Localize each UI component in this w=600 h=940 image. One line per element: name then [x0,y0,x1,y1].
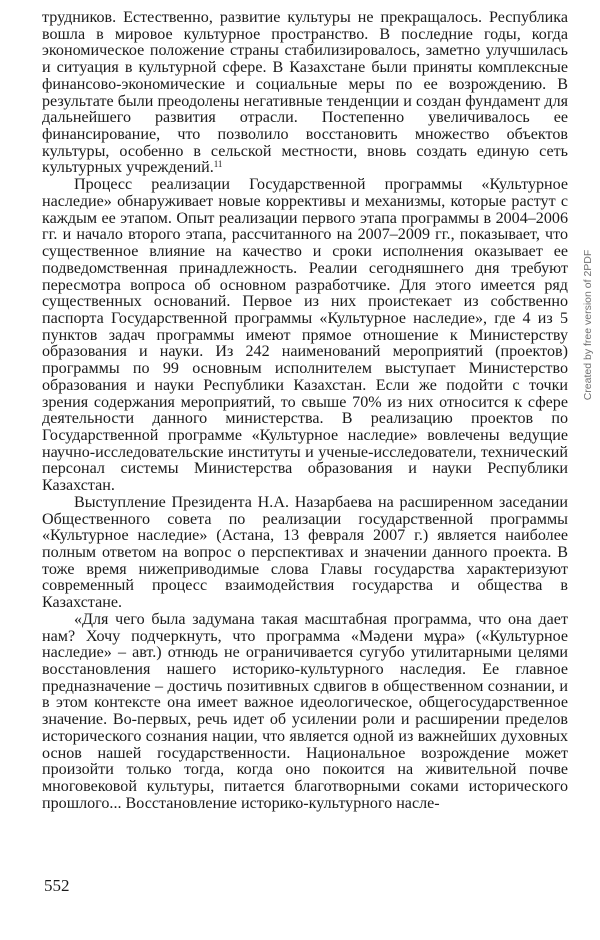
footnote-reference: 11 [213,159,223,170]
paragraph-continuation [42,10,568,177]
watermark [578,180,598,470]
paragraph-president-speech: Выступление Президента Н.А. Назарбаева на расширенном заседании Общественного совета по реализации государственной программы «Культурное наследие» (Астана, 13 февраля 2007 г.) является наиболее полным ответом на вопрос о перспективах и значении данного проекта. В тоже время нижеприводимые слова Главы государства характеризуют современный процесс взаимодействия государства и общества в Казахстане. [42,493,568,612]
watermark-text: Created by free version of 2PDF [582,249,594,401]
page-number: 552 [44,876,70,895]
body-text [42,10,568,813]
paragraph-program-implementation: Процесс реализации Государственной программы «Культурное наследие» обнаруживает новые коррективы и механизмы, которые растут с каждым ее этапом. Опыт реализации первого этапа программы в 2004–2006 гг. и начало второго этапа, рассчитанного на 2007–2009 гг., показывает, что существенное влияние на качество и сроки исполнения оказывает ее подведомственная принадлежность. Реалии сегодняшнего дня требуют пересмотра вопроса об основном разработчике. Для этого имеется ряд существенных оснований. Первое из них проистекает из собственно паспорта Государственной программы «Культурное наследие», где 4 из 5 пунктов задач программы имеют прямое отношение к Министерству образования и науки. Из 242 наименований мероприятий (проектов) программы по 99 основным исполнителем выступает Министерство образования и науки Республики Казахстан. Если же подойти с точки зрения содержания мероприятий, то свыше 70% из них относится к сфере деятельности данного министерства. В реализацию проектов по Государственной программе «Культурное наследие» вовлечены ведущие научно-исследовательские институты и ученые-исследователи, технический персонал системы Министерства образования и науки Республики Казахстан. [42,176,568,495]
paragraph-1-text: трудников. Естественно, развитие культуры не прекращалось. Республика вошла в мировое культурное пространство. В последние годы, когда экономическое положение страны стабилизировалось, заметно улучшилась и ситуация в культурной сфере. В Казахстане были приняты комплексные финансово-экономические и социальные меры по ее возрождению. В результате были преодолены негативные тенденции и создан фундамент для дальнейшего развития отрасли. Постепенно увеличивалось ее финансирование, что позволило восстановить множество объектов культуры, особенно в сельской местности, вновь создать единую сеть культурных учреждений. [42,9,568,177]
paragraph-quotation: «Для чего была задумана такая масштабная программа, что она дает нам? Хочу подчеркнуть, что программа «Мәдени мұра» («Культурное наследие» – авт.) отнюдь не ограничивается сугубо утилитарными целями восстановления нашего историко-культурного наследия. Ее главное предназначение – достичь позитивных сдвигов в общественном сознании, и в этом контексте она имеет важное идеологическое, общегосударственное значение. Во-первых, речь идет об усилении роли и расширении пределов исторического сознания нации, что является одной из важнейших духовных основ нашей государственности. Национальное возрождение может произойти только тогда, когда оно покоится на живительной почве многовековой культуры, питается благотворными соками исторического прошлого... Восстановление историко-культурного насле- [42,610,568,812]
